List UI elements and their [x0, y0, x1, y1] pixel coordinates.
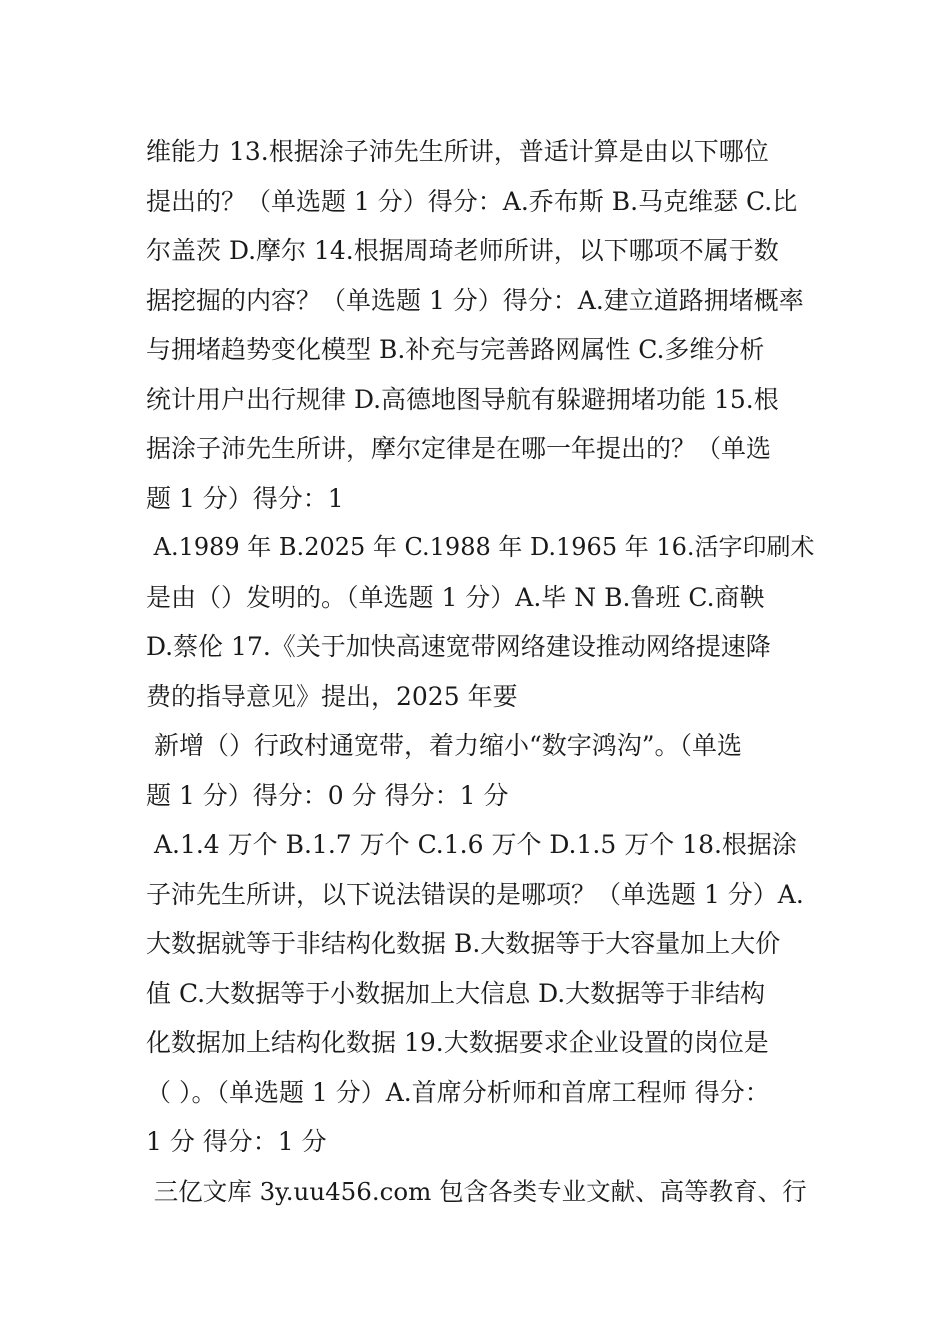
text-line: 三亿文库 3y.uu456.com 包含各类专业文献、高等教育、行: [146, 1176, 807, 1206]
text-line: 题 1 分）得分：0 分 得分：1 分: [146, 780, 509, 810]
text-line: 提出的？（单选题 1 分）得分：A.乔布斯 B.马克维瑟 C.比: [146, 186, 798, 216]
text-line: 题 1 分）得分：1: [146, 483, 344, 513]
text-line: 大数据就等于非结构化数据 B.大数据等于大容量加上大价: [146, 929, 781, 958]
text-line: 是由（）发明的。（单选题 1 分）A.毕 N B.鲁班 C.商鞅: [146, 582, 765, 612]
text-line: 值 C.大数据等于小数据加上大信息 D.大数据等于非结构: [146, 978, 766, 1008]
text-line: 子沛先生所讲，以下说法错误的是哪项？（单选题 1 分）A.: [146, 879, 804, 909]
text-line: 据挖掘的内容？（单选题 1 分）得分：A.建立道路拥堵概率: [146, 285, 804, 315]
text-line: 与拥堵趋势变化模型 B.补充与完善路网属性 C.多维分析: [146, 335, 765, 364]
text-line: D.蔡伦 17.《关于加快高速宽带网络建设推动网络提速降: [146, 632, 771, 661]
text-line: A.1989 年 B.2025 年 C.1988 年 D.1965 年 16.活字印刷术: [146, 533, 815, 561]
document-body: [146, 127, 816, 1216]
text-line: A.1.4 万个 B.1.7 万个 C.1.6 万个 D.1.5 万个 18.根据涂: [146, 830, 797, 859]
text-line: 1 分 得分：1 分: [146, 1127, 327, 1156]
text-line: （ ）。（单选题 1 分）A.首席分析师和首席工程师 得分：: [146, 1077, 770, 1107]
text-line: 统计用户出行规律 D.高德地图导航有躲避拥堵功能 15.根: [146, 384, 779, 414]
text-line: 尔盖茨 D.摩尔 14.根据周琦老师所讲，以下哪项不属于数: [146, 236, 779, 265]
text-line: 化数据加上结构化数据 19.大数据要求企业设置的岗位是: [146, 1028, 769, 1057]
text-line: 据涂子沛先生所讲，摩尔定律是在哪一年提出的？（单选: [146, 434, 772, 463]
text-line: 新增（）行政村通宽带，着力缩小“数字鸿沟”。（单选: [146, 731, 743, 760]
text-line: 费的指导意见》提出，2025 年要: [146, 681, 518, 711]
text-line: 维能力 13.根据涂子沛先生所讲，普适计算是由以下哪位: [146, 137, 769, 166]
